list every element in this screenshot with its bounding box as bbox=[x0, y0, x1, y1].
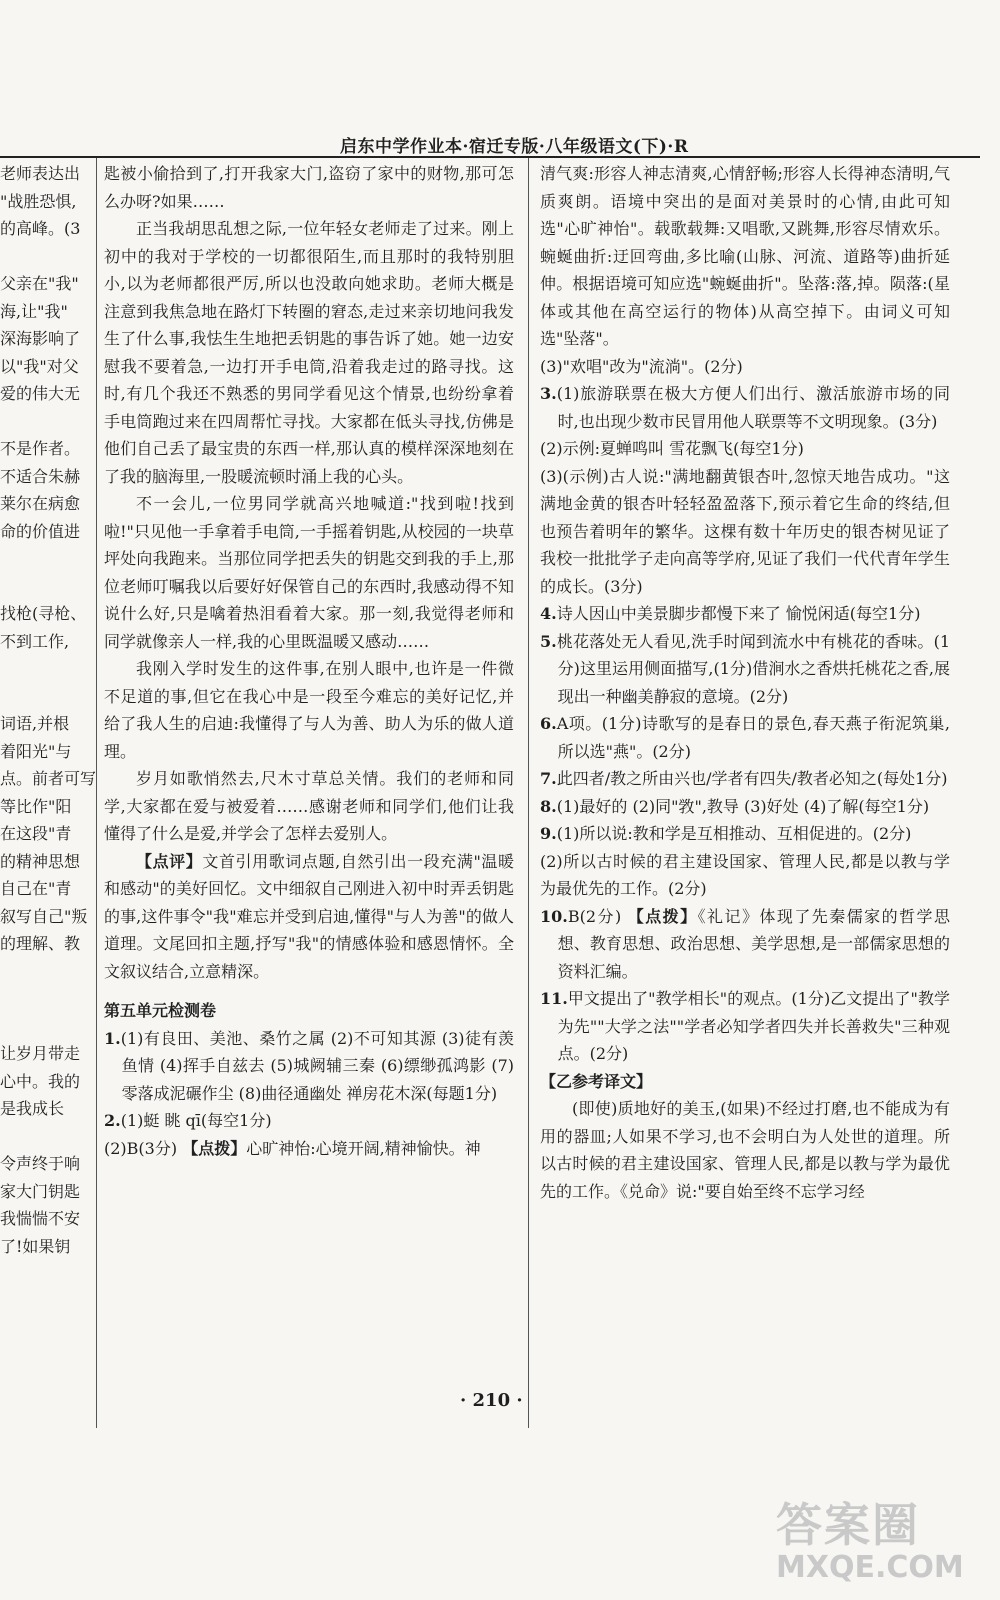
left-fragment-line: 的理解、教 bbox=[0, 934, 81, 953]
left-fragment-line: 海,让"我" bbox=[0, 301, 68, 321]
answer-item: 7.此四者/教之所由兴也/学者有四失/教者必知之(每处1分) bbox=[540, 769, 948, 788]
left-fragment-line: 命的价值进 bbox=[0, 521, 81, 541]
left-fragment-line: 了!如果钥 bbox=[0, 1236, 71, 1256]
left-fragment-line bbox=[0, 958, 86, 986]
left-fragment-line: 爱的伟大无 bbox=[0, 384, 81, 403]
left-fragment-line bbox=[0, 683, 86, 711]
left-fragment-line bbox=[0, 408, 86, 436]
left-fragment-line: 老师表达出 bbox=[0, 164, 81, 183]
left-fragment-line: 不到工作, bbox=[0, 631, 70, 651]
left-fragment-line: 的高峰。(3 bbox=[0, 219, 81, 238]
left-fragment-line: 是我成长 bbox=[0, 1099, 65, 1118]
answer-item: 6.A项。(1分)诗歌写的是春日的景色,春天燕子衔泥筑巢,所以选"燕"。(2分) bbox=[540, 714, 950, 761]
header-rule bbox=[0, 156, 980, 158]
left-fragment-line bbox=[0, 545, 86, 573]
watermark-url: MXQE.COM bbox=[776, 1550, 964, 1585]
watermark-text: 答案圈 bbox=[776, 1498, 920, 1552]
left-fragment-line: 的精神思想 bbox=[0, 851, 81, 871]
answer-item: 2.(1)蜓 眺 qī(每空1分) bbox=[104, 1111, 272, 1130]
left-fragment-line: 深海影响了 bbox=[0, 329, 81, 348]
answer-item: 5.桃花落处无人看见,洗手时闻到流水中有桃花的香味。(1分)这里运用侧面描写,(1分)借涧水之香烘托桃花之香,展现出一种幽美静寂的意境。(2分) bbox=[540, 631, 950, 706]
translation-label: 【乙参考译文】 bbox=[540, 1071, 653, 1091]
essay-paragraph: 正当我胡思乱想之际,一位年轻女老师走了过来。刚上初中的我对于学校的一切都很陌生,而且那时的我特别胆小,以为老师都很严厉,所以也没敢向她求助。老师大概是注意到我焦急地在路灯下转圈的窘态,走过来亲切地问我发生了什么事,我怯生生地把丢钥匙的事告诉了她。她一边安慰我不要着急,一边打开手电筒,沿着我走过的路寻找。这时,有几个我还不熟悉的男同学看见这个情景,也纷纷拿着手电筒跑过来在四周帮忙寻找。大家都在低头寻找,仿佛是他们自己丢了最宝贵的东西一样,那认真的模样深深地刻在了我的脑海里,一股暖流顿时涌上我的心头。 bbox=[104, 219, 514, 486]
left-fragment-line: 不适合朱赫 bbox=[0, 466, 81, 486]
left-fragment-line: 家大门钥匙 bbox=[0, 1181, 81, 1201]
left-column-fragment bbox=[0, 160, 97, 1260]
left-fragment-line bbox=[0, 573, 86, 601]
left-fragment-line: 自己在"青 bbox=[0, 879, 72, 898]
left-fragment-line bbox=[0, 985, 86, 1013]
left-fragment-line: 心中。我的 bbox=[0, 1071, 81, 1091]
review-text: 文首引用歌词点题,自然引出一段充满"温暖和感动"的美好回忆。文中细叙自己刚进入初中时弄丢钥匙的事,这件事令"我"难忘并受到启迪,懂得"与人为善"的做人道理。文尾回扣主题,抒写"我"的情感体验和感恩情怀。全文叙议结合,立意精深。 bbox=[104, 851, 514, 981]
left-fragment-line: 叙写自己"叛 bbox=[0, 906, 88, 926]
column-divider-right bbox=[528, 158, 529, 1428]
left-fragment-line: 在这段"青 bbox=[0, 824, 72, 843]
left-fragment-line bbox=[0, 243, 86, 271]
essay-paragraph: 不一会儿,一位男同学就高兴地喊道:"找到啦!找到啦!"只见他一手拿着手电筒,一手摇着钥匙,从校园的一块草坪处向我跑来。当那位同学把丢失的钥匙交到我的手上,那位老师叮嘱我以后要好好保管自己的东西时,我感动得不知说什么好,只是噙着热泪看着大家。那一刻,我觉得老师和同学就像亲人一样,我的心里既温暖又感动…… bbox=[104, 494, 514, 651]
review-paragraph bbox=[104, 848, 514, 986]
left-fragment-line: 词语,并根 bbox=[0, 714, 70, 733]
left-fragment-line: 我惴惴不安 bbox=[0, 1209, 81, 1228]
answer-item: (2)所以古时候的君主建设国家、管理人民,都是以教与学为最优先的工作。(2分) bbox=[540, 851, 950, 898]
left-fragment-line: 点。前者可写 bbox=[0, 769, 97, 788]
answer-item: 9.(1)所以说:教和学是互相推动、互相促进的。(2分) bbox=[540, 824, 912, 843]
answer-continuation: 清气爽:形容人神志清爽,心情舒畅;形容人长得神态清明,气质爽朗。语境中突出的是面对美景时的心情,由此可知选"心旷神怡"。载歌载舞:又唱歌,又跳舞,形容尽情欢乐。蜿蜒曲折:迂回弯曲,多比喻(山脉、河流、道路等)曲折延伸。根据语境可知应选"蜿蜒曲折"。坠落:落,掉。陨落:(星体或其他在高空运行的物体)从高空掉下。由词义可知选"坠落"。 bbox=[540, 164, 950, 348]
answer-item: 4.诗人因山中美景脚步都慢下来了 愉悦闲适(每空1分) bbox=[540, 604, 921, 623]
page-number: · 210 · bbox=[460, 1390, 523, 1411]
essay-paragraph: 匙被小偷拾到了,打开我家大门,盗窃了家中的财物,那可怎么办呀?如果…… bbox=[104, 164, 514, 211]
answer-item: (2)示例:夏蝉鸣叫 雪花飘飞(每空1分) bbox=[540, 439, 804, 458]
left-fragment-line bbox=[0, 1013, 86, 1041]
answer-item: 3.(1)旅游联票在极大方便人们出行、激活旅游市场的同时,也出现少数市民冒用他人联票等不文明现象。(3分) bbox=[540, 384, 950, 431]
left-fragment-line: 让岁月带走 bbox=[0, 1044, 81, 1063]
left-fragment-line: 令声终于响 bbox=[0, 1154, 81, 1173]
running-header: 启东中学作业本·宿迁专版·八年级语文(下)·R bbox=[340, 137, 689, 157]
left-fragment-line: 莱尔在病愈 bbox=[0, 494, 81, 513]
left-fragment-line: 等比作"阳 bbox=[0, 796, 72, 816]
left-fragment-line: 以"我"对父 bbox=[0, 356, 79, 376]
answer-item: 10.B(2分) 【点拨】《礼记》体现了先秦儒家的哲学思想、教育思想、政治思想、美学思想,是一部儒家思想的资料汇编。 bbox=[540, 906, 950, 981]
left-fragment-line: 不是作者。 bbox=[0, 439, 81, 458]
right-column bbox=[540, 160, 950, 1205]
left-fragment-line: "战胜恐惧, bbox=[0, 191, 77, 211]
left-fragment-line bbox=[0, 655, 86, 683]
watermark-logo bbox=[776, 1500, 986, 1595]
translation-text: (即使)质地好的美玉,(如果)不经过打磨,也不能成为有用的器皿;人如果不学习,也不会明白为人处世的道理。所以古时候的君主建设国家、管理人民,都是以教与学为最优先的工作。《兑命》说:"要自始至终不忘学习经 bbox=[540, 1099, 950, 1201]
left-fragment-line: 着阳光"与 bbox=[0, 741, 72, 761]
answer-item: 8.(1)最好的 (2)同"敩",教导 (3)好处 (4)了解(每空1分) bbox=[540, 796, 930, 816]
column-divider-left bbox=[96, 158, 97, 1428]
left-fragment-line: 找枪(寻枪、 bbox=[0, 604, 87, 623]
answer-item: 11.甲文提出了"教学相长"的观点。(1分)乙文提出了"教学为先""大学之法""学者必知学者四失并长善救失"三种观点。(2分) bbox=[540, 989, 950, 1063]
answer-item: 1.(1)有良田、美池、桑竹之属 (2)不可知其源 (3)徒有羡鱼情 (4)挥手自兹去 (5)城阙辅三秦 (6)缥缈孤鸿影 (7)零落成泥碾作尘 (8)曲径通幽处 禅房花木深(每题1分) bbox=[104, 1028, 514, 1103]
answer-item: (3)"欢唱"改为"流淌"。(2分) bbox=[540, 356, 743, 376]
left-fragment-line bbox=[0, 1123, 86, 1151]
essay-paragraph: 岁月如歌悄然去,尺木寸草总关情。我们的老师和同学,大家都在爱与被爱着……感谢老师和同学们,他们让我懂得了什么是爱,并学会了怎样去爱别人。 bbox=[104, 769, 514, 843]
answer-item: (3)(示例)古人说:"满地翻黄银杏叶,忽惊天地告成功。"这满地金黄的银杏叶轻轻盈盈落下,预示着它生命的终结,但也预告着明年的繁华。这棵有数十年历史的银杏树见证了我校一批批学子走向高等学府,见证了我们一代代青年学生的成长。(3分) bbox=[540, 466, 950, 596]
middle-column bbox=[104, 160, 514, 1162]
section-title: 第五单元检测卷 bbox=[104, 1001, 217, 1020]
left-fragment-line: 父亲在"我" bbox=[0, 274, 79, 293]
essay-paragraph: 我刚入学时发生的这件事,在别人眼中,也许是一件微不足道的事,但它在我心中是一段至今难忘的美好记忆,并给了我人生的启迪:我懂得了与人为善、助人为乐的做人道理。 bbox=[104, 659, 514, 761]
answer-item: (2)B(3分) 【点拨】心旷神怡:心境开阔,精神愉快。神 bbox=[104, 1138, 481, 1158]
review-label: 【点评】 bbox=[136, 851, 203, 871]
